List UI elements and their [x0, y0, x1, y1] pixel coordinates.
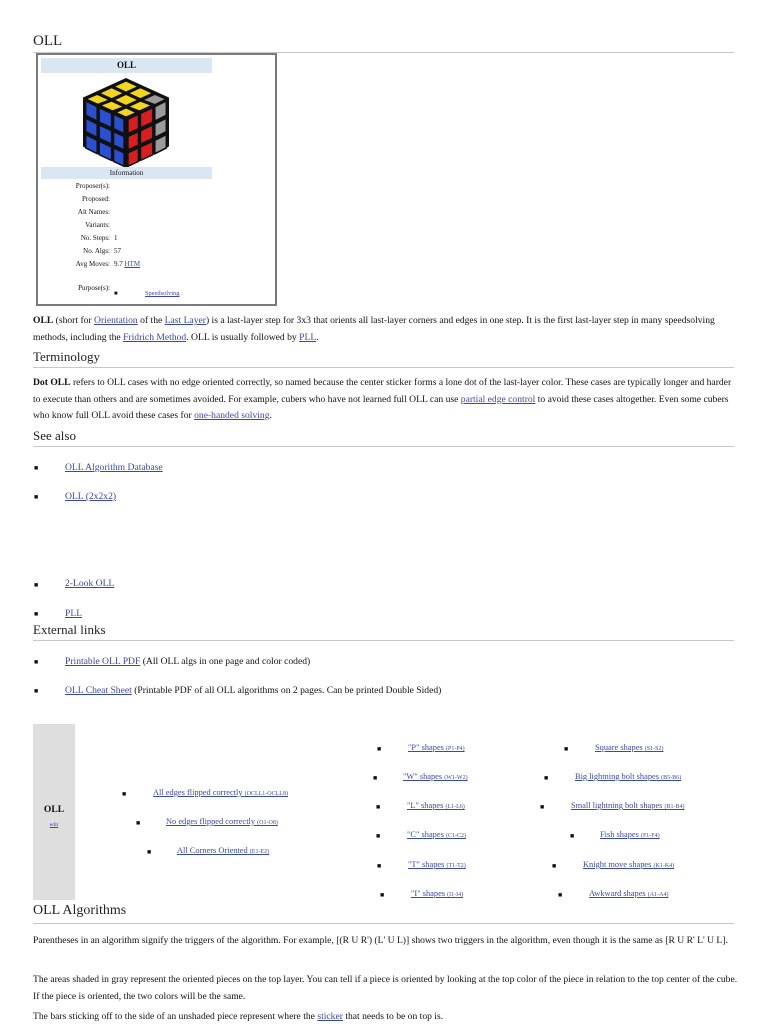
row-label: Alt Names: [77, 208, 110, 216]
nav-range: (I1-I4) [447, 892, 464, 898]
nav-range: (P1-P4) [446, 746, 465, 752]
nav-square-shapes[interactable] [595, 743, 663, 752]
purpose-link-speedsolving[interactable]: Speedsolving [145, 290, 180, 297]
section-rule [33, 640, 734, 641]
row-label: No. Algs: [83, 247, 110, 255]
nav-label: "T" shapes [408, 860, 445, 869]
nav-i-shapes[interactable] [411, 889, 463, 898]
link-sticker[interactable]: sticker [317, 1011, 343, 1022]
row-label: No. Steps: [80, 234, 110, 242]
link-oll-cheat-sheet[interactable]: OLL Cheat Sheet [65, 685, 132, 696]
terminology-paragraph [33, 375, 738, 425]
heading-terminology: Terminology [33, 349, 100, 364]
see-also-oll-algorithm-database[interactable]: OLL Algorithm Database [65, 462, 163, 473]
nav-label: Awkward shapes [589, 889, 646, 898]
bullet-icon: ■ [34, 687, 39, 695]
navbox-edit-link[interactable]: edit [49, 822, 59, 828]
text: that needs to be on top is. [342, 1011, 444, 1022]
nav-range: (A1-A4) [647, 892, 669, 898]
infobox-title: OLL [41, 58, 212, 73]
nav-range: (B1-B4) [664, 804, 685, 810]
text: (All OLL algs in one page and color coded) [140, 656, 311, 667]
nav-all-edges-flipped[interactable] [153, 788, 288, 797]
nav-label: No edges flipped correctly [166, 817, 256, 826]
nav-label: "P" shapes [408, 743, 444, 752]
bullet-icon: ■ [544, 774, 549, 782]
nav-range: (O1-O8) [257, 820, 278, 826]
nav-range: (E1-E2) [249, 849, 270, 855]
nav-range: (B5-B6) [661, 775, 682, 781]
nav-label: All edges flipped correctly [153, 788, 243, 797]
text: The bars sticking off to the side of an unshaded piece represent where the [33, 1011, 318, 1022]
nav-range: (K1-K4) [653, 863, 675, 869]
text: to avoid these cases altogether. Even some cubers who know full OLL avoid these cases for [33, 393, 729, 421]
infobox [36, 53, 277, 306]
bullet-icon: ■ [373, 774, 378, 782]
nav-range: (F1-F4) [640, 833, 660, 839]
nav-range: (OCLL1-OCLL8) [244, 791, 288, 797]
rubiks-cube-image [78, 75, 174, 171]
row-label: Proposed: [82, 195, 110, 203]
text: of the [137, 315, 165, 326]
nav-range: (C1-C2) [445, 833, 466, 839]
row-value: 1 [114, 234, 118, 242]
nav-range: (L1-L6) [445, 804, 465, 810]
see-also-oll-2x2x2[interactable]: OLL (2x2x2) [65, 491, 117, 502]
external-link-item [65, 685, 441, 696]
bullet-icon: ■ [377, 862, 382, 870]
nav-p-shapes[interactable] [408, 743, 465, 752]
nav-range: (W1-W2) [444, 775, 468, 781]
nav-label: Square shapes [595, 743, 643, 752]
bullet-icon: ■ [147, 848, 152, 856]
bullet-icon: ■ [136, 819, 141, 827]
see-also-2-look-oll[interactable]: 2-Look OLL [65, 578, 115, 589]
page-title: OLL [33, 33, 63, 49]
nav-knight-move-shapes[interactable] [583, 860, 674, 869]
bullet-icon: ■ [564, 745, 569, 753]
intro-paragraph [33, 313, 738, 346]
dot-oll-term: Dot OLL [33, 377, 71, 388]
nav-all-corners-oriented[interactable] [177, 846, 269, 855]
nav-small-lightning-bolt[interactable] [571, 801, 685, 810]
text: (short for [53, 315, 95, 326]
bullet-icon: ■ [376, 832, 381, 840]
link-printable-oll-pdf[interactable]: Printable OLL PDF [65, 656, 141, 667]
heading-external-links: External links [33, 622, 106, 637]
link-pll[interactable]: PLL [299, 331, 317, 343]
row-value [114, 260, 140, 269]
nav-t-shapes[interactable] [408, 860, 466, 869]
bullet-icon: ■ [558, 891, 563, 899]
text: (Printable PDF of all OLL algorithms on 2 pages. Can be printed Double Sided) [131, 685, 442, 696]
row-label: Avg Moves: [75, 260, 110, 268]
infobox-section-label: Information [41, 167, 212, 179]
bullet-icon: ■ [34, 493, 39, 501]
navbox-header [33, 724, 75, 900]
link-orientation[interactable]: Orientation [94, 315, 138, 326]
text: refers to OLL cases with no edge oriented correctly, so named because the center sticker forms a lone dot of the last-layer color. These cases are typically longer and harder to execute than others and are sometimes avoided. For example, cubers who have not learned full OLL can use [33, 377, 732, 405]
row-label: Proposer(s): [75, 182, 110, 190]
heading-oll-algorithms: OLL Algorithms [33, 903, 127, 918]
row-label: Purpose(s): [78, 284, 110, 292]
bullet-icon: ■ [122, 790, 127, 798]
nav-label: Knight move shapes [583, 860, 652, 869]
nav-label: All Corners Oriented [177, 846, 248, 855]
bullet-icon: ■ [34, 658, 39, 666]
row-label: Variants: [85, 221, 110, 229]
external-link-item [65, 656, 310, 667]
text: . [316, 331, 319, 343]
bullet-icon: ■ [34, 610, 39, 618]
bullet-icon: ■ [570, 832, 575, 840]
section-rule [33, 923, 734, 924]
nav-label: Big lightning bolt shapes [575, 772, 659, 781]
bullet-icon: ■ [376, 803, 381, 811]
algorithms-paragraph-3 [33, 1009, 738, 1026]
nav-label: "I" shapes [411, 889, 446, 898]
see-also-pll[interactable]: PLL [65, 608, 83, 619]
section-rule [33, 446, 734, 447]
intro-term: OLL [33, 315, 54, 326]
section-rule [33, 367, 734, 368]
bullet-icon: ■ [540, 803, 545, 811]
link-fridrich-method[interactable]: Fridrich Method [123, 331, 187, 343]
htm-link[interactable]: HTM [124, 260, 141, 268]
nav-big-lightning-bolt[interactable] [575, 772, 681, 781]
nav-label: "C" shapes [407, 830, 444, 839]
nav-range: (S1-S2) [644, 746, 664, 752]
link-partial-edge-control[interactable]: partial edge control [460, 393, 536, 405]
algorithms-paragraph-1: Parentheses in an algorithm signify the triggers of the algorithm. For example, [(R U R') (L' U L)] shows two triggers in the algorithm, even though it is the same as [R U R' L' U L]. [33, 935, 728, 946]
navbox-title: OLL [43, 804, 65, 815]
bullet-icon: ■ [552, 862, 557, 870]
nav-fish-shapes[interactable] [600, 830, 660, 839]
text: . OLL is usually followed by [186, 331, 300, 343]
text: . [269, 410, 272, 421]
nav-c-shapes[interactable] [407, 830, 466, 839]
nav-range: (T1-T2) [446, 863, 466, 869]
nav-label: Fish shapes [600, 830, 639, 839]
bullet-icon: ■ [377, 745, 382, 753]
algorithms-paragraph-2: The areas shaded in gray represent the oriented pieces on the top layer. You can tell if a piece is oriented by looking at the top color of the piece in relation to the top center of the cube. If the piece is oriented, the two colors will be the same. [33, 974, 738, 1002]
nav-l-shapes[interactable] [407, 801, 465, 810]
nav-label: "W" shapes [403, 772, 443, 781]
bullet-icon: ■ [34, 581, 39, 589]
avg-moves-value: 9.7 [114, 260, 123, 268]
nav-label: "L" shapes [407, 801, 444, 810]
nav-no-edges-flipped[interactable] [166, 817, 278, 826]
nav-w-shapes[interactable] [403, 772, 468, 781]
link-last-layer[interactable]: Last Layer [164, 315, 206, 326]
nav-awkward-shapes[interactable] [589, 889, 668, 898]
text: ) is a last-layer step for 3x3 that orients all last-layer corners and edges in one step. It is the first last-layer step in many speedsolving methods, including the [33, 315, 715, 343]
nav-label: Small lightning bolt shapes [571, 801, 663, 810]
link-one-handed-solving[interactable]: one-handed solving [194, 410, 270, 421]
heading-see-also: See also [33, 428, 76, 443]
bullet-icon: ■ [114, 291, 118, 297]
row-value: 57 [114, 247, 121, 255]
bullet-icon: ■ [380, 891, 385, 899]
bullet-icon: ■ [34, 464, 39, 472]
